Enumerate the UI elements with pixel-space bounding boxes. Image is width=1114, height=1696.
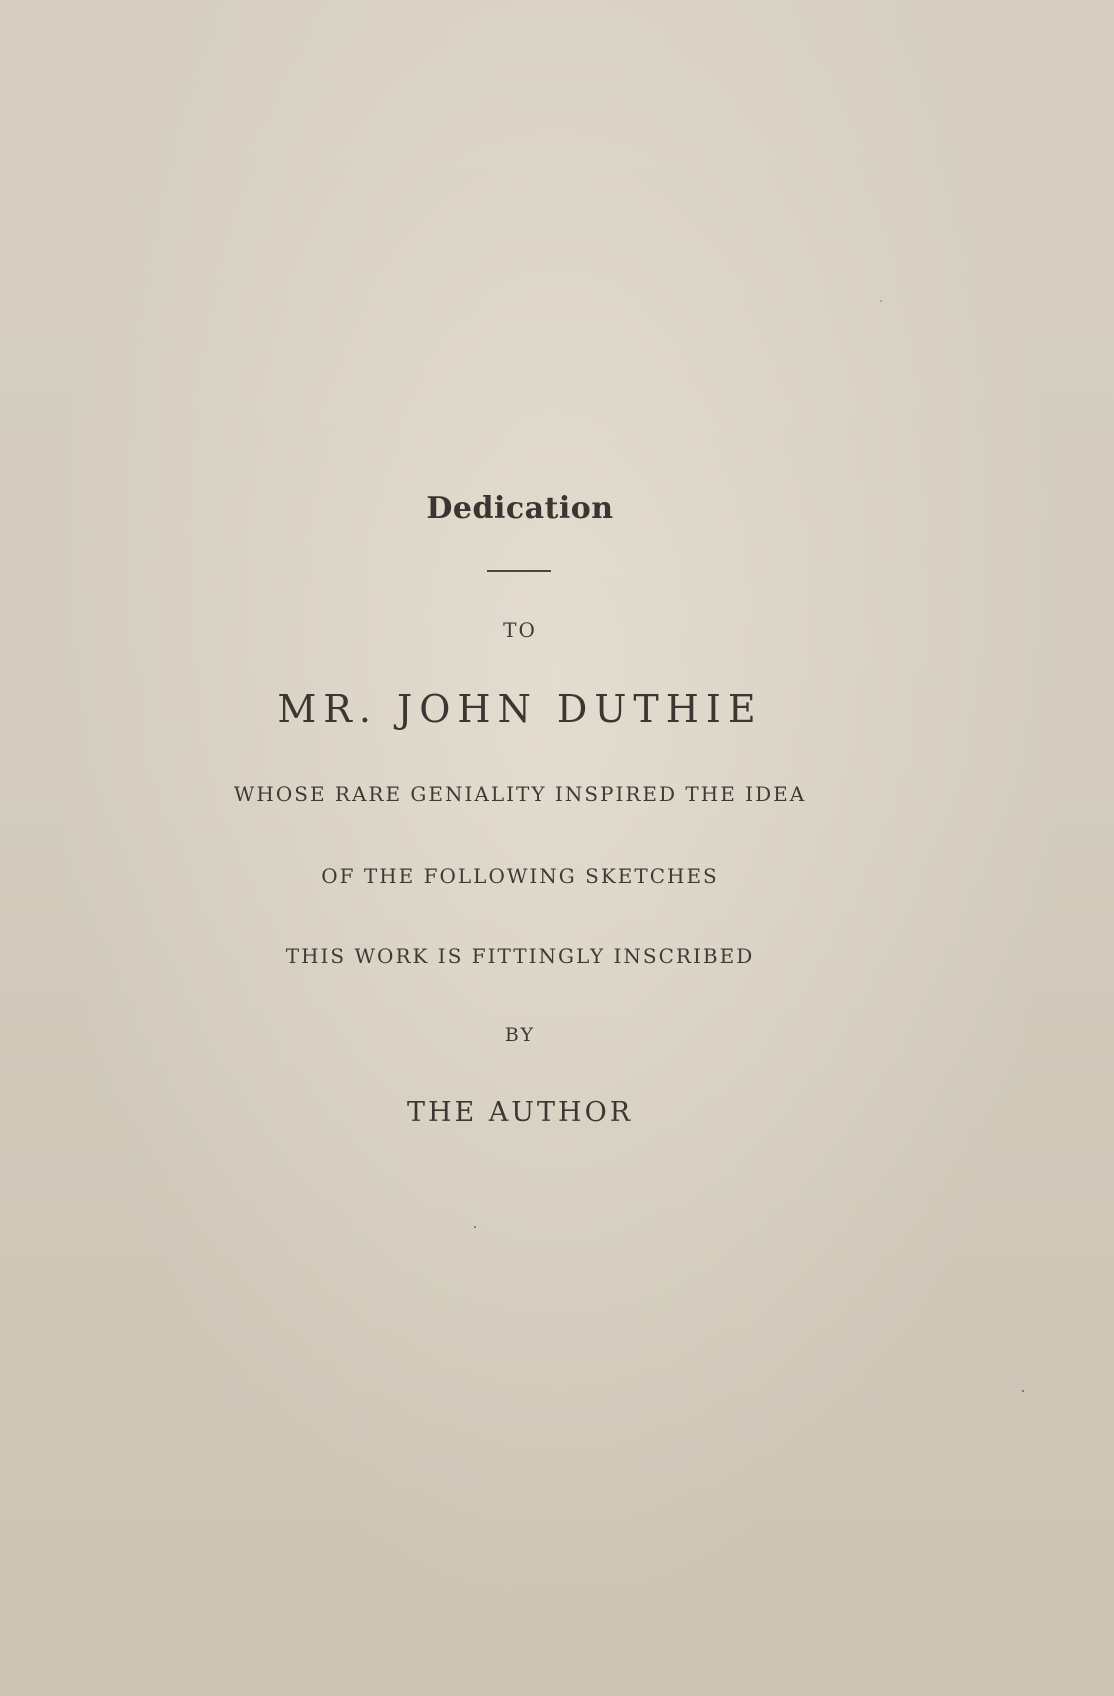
dedication-line-3: THIS WORK IS FITTINGLY INSCRIBED (285, 944, 755, 968)
dedication-line-2: OF THE FOLLOWING SKETCHES (321, 864, 719, 888)
paper-speck (474, 1226, 476, 1228)
dedication-by: BY (504, 1024, 536, 1046)
paper-speck (1022, 1390, 1024, 1392)
dedication-author: THE AUTHOR (406, 1097, 634, 1128)
dedicatee-name: MR. JOHN DUTHIE (277, 687, 763, 731)
decorative-rule (487, 570, 551, 572)
dedication-to: TO (503, 618, 537, 642)
dedication-heading: Dedication (426, 491, 614, 526)
paper-speck (880, 300, 882, 302)
dedication-line-1: WHOSE RARE GENIALITY INSPIRED THE IDEA (233, 782, 807, 806)
